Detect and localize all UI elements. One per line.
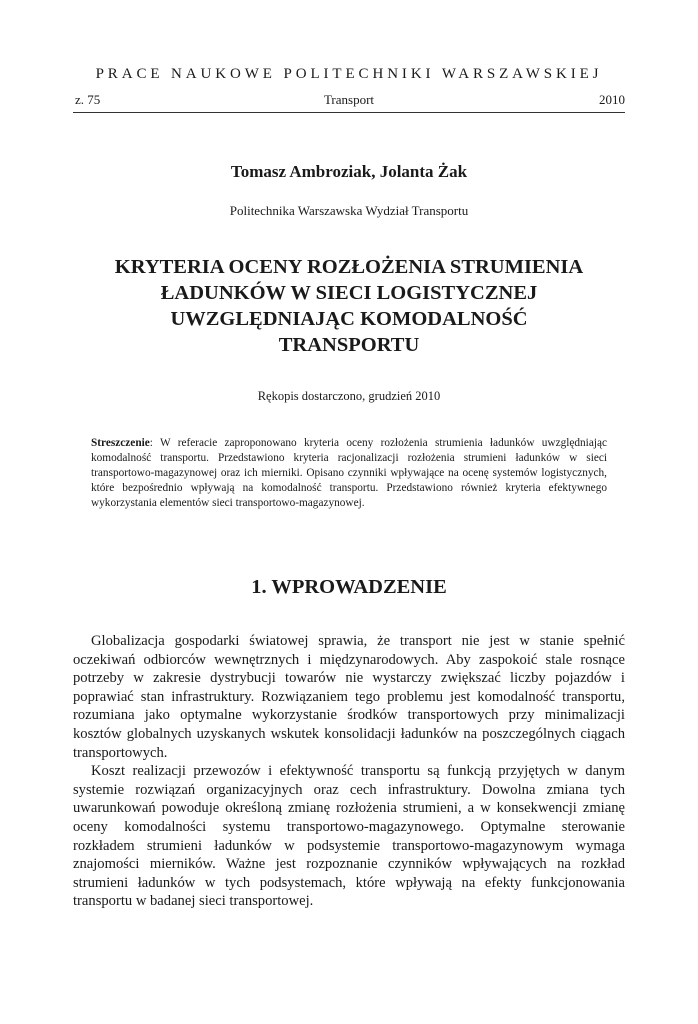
title-line: ŁADUNKÓW W SIECI LOGISTYCZNEJ xyxy=(160,282,538,304)
abstract-label: Streszczenie xyxy=(91,437,150,449)
section-body xyxy=(73,632,625,911)
abstract xyxy=(91,436,607,511)
issue-number: z. 75 xyxy=(75,92,101,107)
article-title xyxy=(73,254,625,358)
journal-meta xyxy=(73,92,625,110)
journal-name: PRACE NAUKOWE POLITECHNIKI WARSZAWSKIEJ xyxy=(95,66,603,82)
body-paragraph: Globalizacja gospodarki światowej sprawia, że transport nie jest w stanie spełnić oczekiwań odbiorców wewnętrznych i międzynarodowych. Aby zaspokoić stale rosnące potrzeby w zakresie dystrybucji towarów nie wystarczy zwiększać liczby pojazdów i poprawiać stan infrastruktury. Rozwiązaniem tego problemu jest komodalność transportu, rozumiana jako optymalne wykorzystanie środków transportowych przy minimalizacji kosztów globalnych uzyskanych wskutek konsolidacji ładunków na poszczególnych ciągach transportowych. xyxy=(73,633,625,761)
body-paragraph: Koszt realizacji przewozów i efektywność transportu są funkcją przyjętych w danym systemie rozwiązań organizacyjnych oraz cech infrastruktury. Dowolna zmiana tych uwarunkowań powoduje określoną zmianę rozłożenia strumieni, a w konsekwencji zmianę oceny komodalności systemu transportowo-magazynowego. Optymalne sterowanie rozkładem strumieni ładunków w podsystemie transportowo-magazynowym wymaga znajomości mierników. Ważne jest rozpoznanie czynników wpływających na rozkład strumieni ładunków w tych podsystemach, które wpływają na efekty funkcjonowania transportu w badanej sieci transportowej. xyxy=(73,763,625,910)
title-line: UWZGLĘDNIAJĄC KOMODALNOŚĆ xyxy=(170,308,528,330)
journal-series: Transport xyxy=(323,92,375,107)
publication-year: 2010 xyxy=(599,92,625,107)
received-date: Rękopis dostarczono, grudzień 2010 xyxy=(257,389,441,403)
title-line: TRANSPORTU xyxy=(278,334,420,356)
section-heading: 1. WPROWADZENIE xyxy=(251,576,447,598)
abstract-text: : W referacie zaproponowano kryteria oceny rozłożenia strumienia ładunków uwzględniając komodalność transportu. Przedstawiono kryteria racjonalizacji rozłożenia strumieni ładunków w sieci transportowo-magazynowej oraz ich mierniki. Opisano czynniki wpływające na ocenę systemów logistycznych, które bezpośrednio wpływają na komodalność transportu. Przedstawiono również kryteria efektywnego wykorzystania elementów sieci transportowo-magazynowej. xyxy=(91,437,607,509)
header-rule xyxy=(73,112,625,113)
affiliation: Politechnika Warszawska Wydział Transportu xyxy=(229,203,469,218)
authors: Tomasz Ambroziak, Jolanta Żak xyxy=(230,162,468,181)
title-line: KRYTERIA OCENY ROZŁOŻENIA STRUMIENIA xyxy=(114,256,584,278)
